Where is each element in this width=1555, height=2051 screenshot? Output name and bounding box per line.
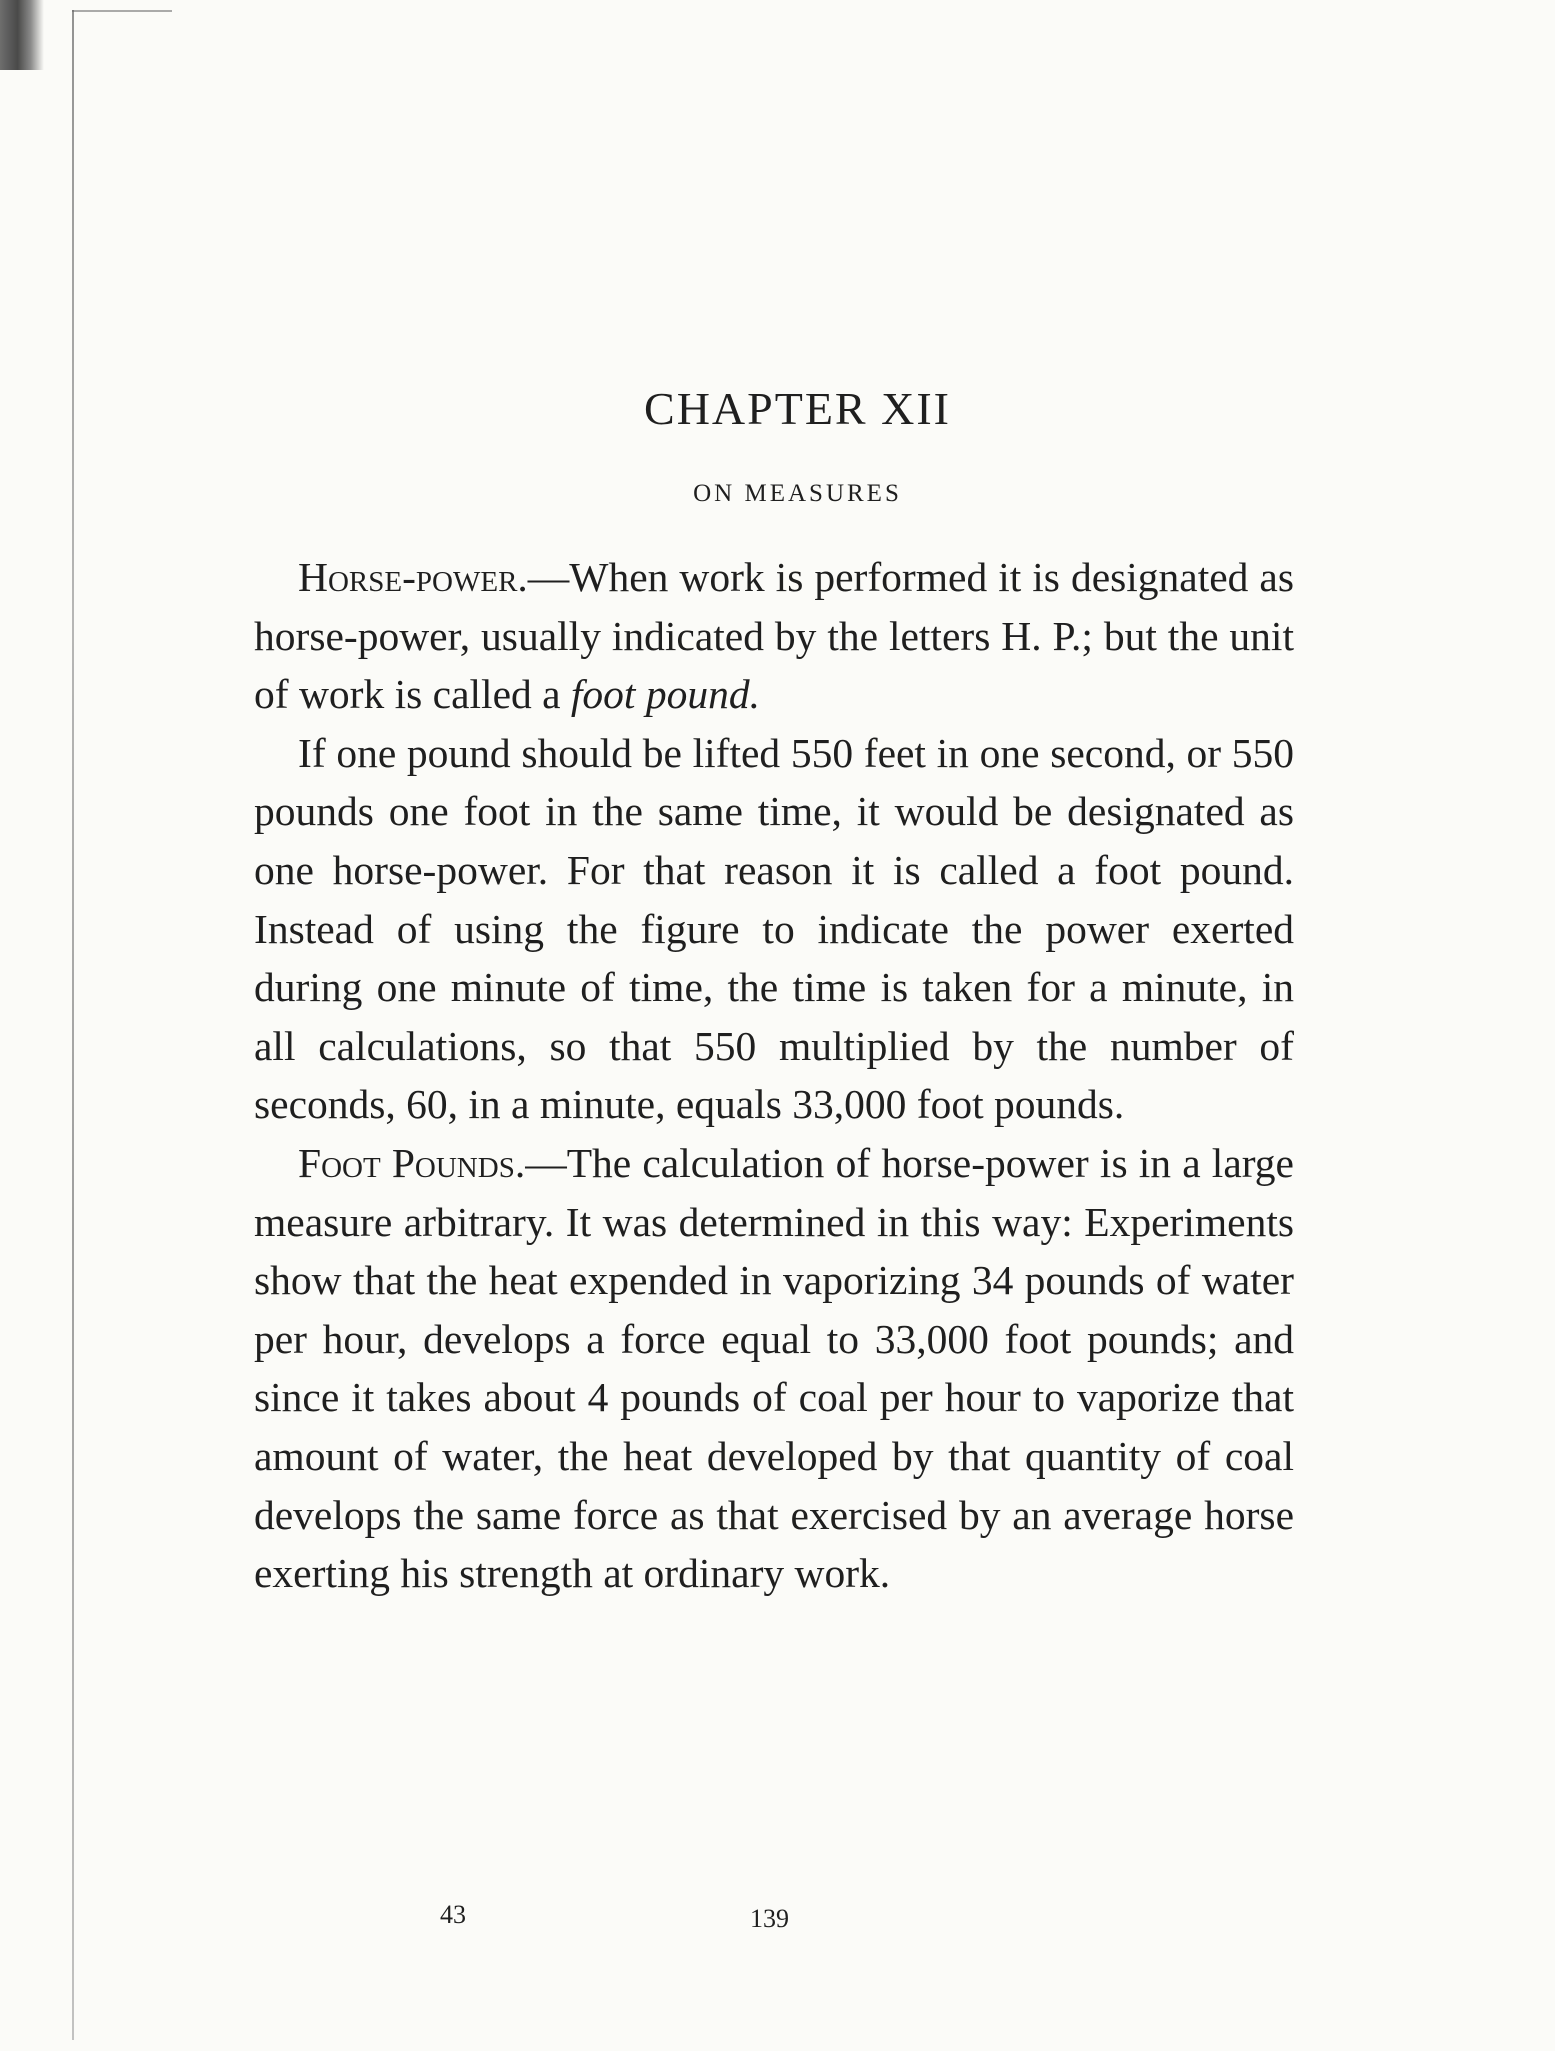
paragraph-foot-pound-definition xyxy=(254,724,1294,1134)
binding-edge-left xyxy=(72,10,74,2040)
body-text xyxy=(254,548,1294,1603)
paragraph-text: —The calculation of horse-power is in a large measure arbitrary. It was determined in this way: Experiments show that the heat expended in vaporizing 34 pounds of water per hour, develops a force equal to 33,000 foot pounds; and since it takes about 4 pounds of coal per hour to vaporize that amount of water, the heat developed by that quantity of coal develops the same force as that exercised by an average horse exerting his strength at ordinary work. xyxy=(254,1139,1294,1597)
paragraph-emphasis: foot pound. xyxy=(570,671,760,718)
paragraph-text: —When work is performed it is designated as horse-power, usually indicated by the letters H. P.; but the unit of work is called a xyxy=(254,554,1294,718)
paragraph-lead: Horse-power. xyxy=(298,554,528,600)
page-footer xyxy=(0,1900,1555,1940)
paragraph-text: If one pound should be lifted 550 feet in one second, or 550 pounds one foot in the same time, it would be designated as one horse-power. For that reason it is called a foot pound. Instead of using the figure to indicate the power exerted during one minute of time, the time is taken for a minute, in all calculations, so that 550 multiplied by the number of seconds, 60, in a minute, equals 33,000 foot pounds. xyxy=(254,729,1294,1128)
paragraph-horse-power xyxy=(254,548,1294,724)
page-number: 139 xyxy=(750,1904,789,1933)
paragraph-lead: Foot Pounds. xyxy=(298,1139,526,1186)
chapter-subtitle: ON MEASURES xyxy=(693,480,902,507)
signature-mark: 43 xyxy=(440,1900,466,1929)
chapter-heading: CHAPTER XII xyxy=(644,383,951,434)
binding-shadow xyxy=(0,0,44,70)
paragraph-foot-pounds xyxy=(254,1134,1294,1603)
binding-edge-top xyxy=(72,10,172,12)
